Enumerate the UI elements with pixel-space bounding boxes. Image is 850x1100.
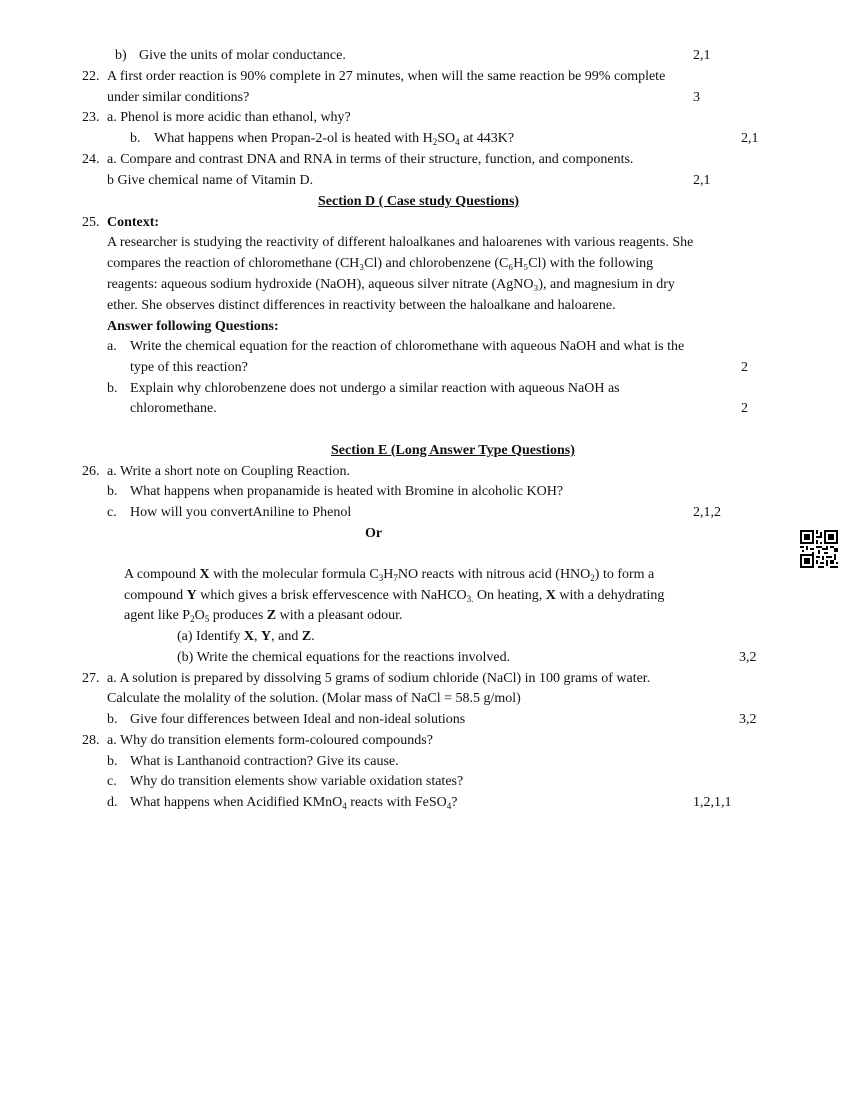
q24-marks: 2,1 (693, 173, 711, 188)
q25-b-line1: Explain why chlorobenzene does not undergo a similar reaction with aqueous NaOH as (130, 381, 620, 396)
q25-para-line1: A researcher is studying the reactivity of different haloalkanes and haloarenes with various reagents. She (107, 235, 694, 250)
q28-d: What happens when Acidified KMnO$_4$ reacts with FeSO$_4$? (130, 795, 458, 811)
q23-b-label: b. (130, 131, 141, 146)
q21-b-label: b) (115, 48, 127, 63)
q21-marks: 2,1 (693, 48, 711, 63)
q26-alt-b: (b) Write the chemical equations for the reactions involved. (177, 650, 511, 665)
q28-c-label: c. (107, 774, 117, 789)
q28-marks: 1,2,1,1 (693, 795, 732, 810)
q28-d-label: d. (107, 795, 118, 810)
q25-context-label: Context: (107, 215, 160, 230)
q26-number: 26. (82, 464, 100, 479)
q25-b-marks: 2 (741, 401, 748, 416)
q28-a: a. Why do transition elements form-coloured compounds? (107, 733, 433, 748)
q28-b: What is Lanthanoid contraction? Give its cause. (130, 754, 399, 769)
q26-c: How will you convertAniline to Phenol (130, 505, 352, 520)
q25-b-line2: chloromethane. (130, 401, 217, 416)
q23-a: a. Phenol is more acidic than ethanol, why? (107, 110, 351, 125)
q28-b-label: b. (107, 754, 118, 769)
q25-para-line3: reagents: aqueous sodium hydroxide (NaOH), aqueous silver nitrate (AgNO₃), and magnesium in dry (107, 277, 675, 292)
q23-marks: 2,1 (741, 131, 759, 146)
q27-b: Give four differences between Ideal and non-ideal solutions (130, 712, 466, 727)
q27-a-line1: a. A solution is prepared by dissolving 5 grams of sodium chloride (NaCl) in 100 grams of water. (107, 671, 651, 686)
q25-a-label: a. (107, 339, 117, 354)
q26-alt-a: (a) Identify X, Y, and Z. (177, 629, 315, 644)
q22-marks: 3 (693, 90, 700, 105)
q22-line2: under similar conditions? (107, 90, 250, 105)
q25-b-label: b. (107, 381, 118, 396)
q25-a-line2: type of this reaction? (130, 360, 248, 375)
q24-a: a. Compare and contrast DNA and RNA in terms of their structure, function, and components. (107, 152, 634, 167)
q23-number: 23. (82, 110, 100, 125)
q25-number: 25. (82, 215, 100, 230)
q26-b: What happens when propanamide is heated with Bromine in alcoholic KOH? (130, 484, 564, 499)
section-e-heading: Section E (Long Answer Type Questions) (331, 443, 575, 458)
qr-code-icon (800, 530, 838, 568)
q25-para-line2: compares the reaction of chloromethane (CH₃Cl) and chlorobenzene (C₆H₅Cl) with the following (107, 256, 654, 271)
q25-a-marks: 2 (741, 360, 748, 375)
q26-c-label: c. (107, 505, 117, 520)
q26-alt-line3: agent like $P_2O_5$ produces Z with a pleasant odour. (124, 608, 403, 624)
q21-b-text: Give the units of molar conductance. (139, 48, 346, 63)
section-d-heading: Section D ( Case study Questions) (318, 194, 520, 209)
q26-b-label: b. (107, 484, 118, 499)
q26-alt-line2: compound Y which gives a brisk effervescence with NaHCO$_{3.}$ On heating, X with a dehydrating (124, 588, 665, 604)
q28-c: Why do transition elements show variable oxidation states? (130, 774, 464, 789)
q22-number: 22. (82, 69, 100, 84)
q27-b-label: b. (107, 712, 118, 727)
q26-marks: 2,1,2 (693, 505, 721, 520)
q27-number: 27. (82, 671, 100, 686)
q24-b: b Give chemical name of Vitamin D. (107, 173, 314, 188)
q26-alt-marks: 3,2 (739, 650, 757, 665)
q25-a-line1: Write the chemical equation for the reaction of chloromethane with aqueous NaOH and what is the (130, 339, 685, 354)
q22-line1: A first order reaction is 90% complete in 27 minutes, when will the same reaction be 99% complete (107, 69, 666, 84)
q28-number: 28. (82, 733, 100, 748)
q25-answer-label: Answer following Questions: (107, 319, 279, 334)
q27-a-line2: Calculate the molality of the solution. (Molar mass of NaCl = 58.5 g/mol) (107, 691, 521, 706)
q26-or: Or (365, 526, 383, 541)
q27-marks: 3,2 (739, 712, 757, 727)
q23-b: What happens when Propan-2-ol is heated with $H_2SO_4$ at 443K? (154, 131, 515, 147)
q26-a: a. Write a short note on Coupling Reaction. (107, 464, 350, 479)
q26-alt-line1: A compound X with the molecular formula $C_3H_7NO$ reacts with nitrous acid $(HNO_2)$ to form a (124, 567, 655, 583)
q24-number: 24. (82, 152, 100, 167)
q25-para-line4: ether. She observes distinct differences in reactivity between the haloalkane and haloarene. (107, 298, 616, 313)
